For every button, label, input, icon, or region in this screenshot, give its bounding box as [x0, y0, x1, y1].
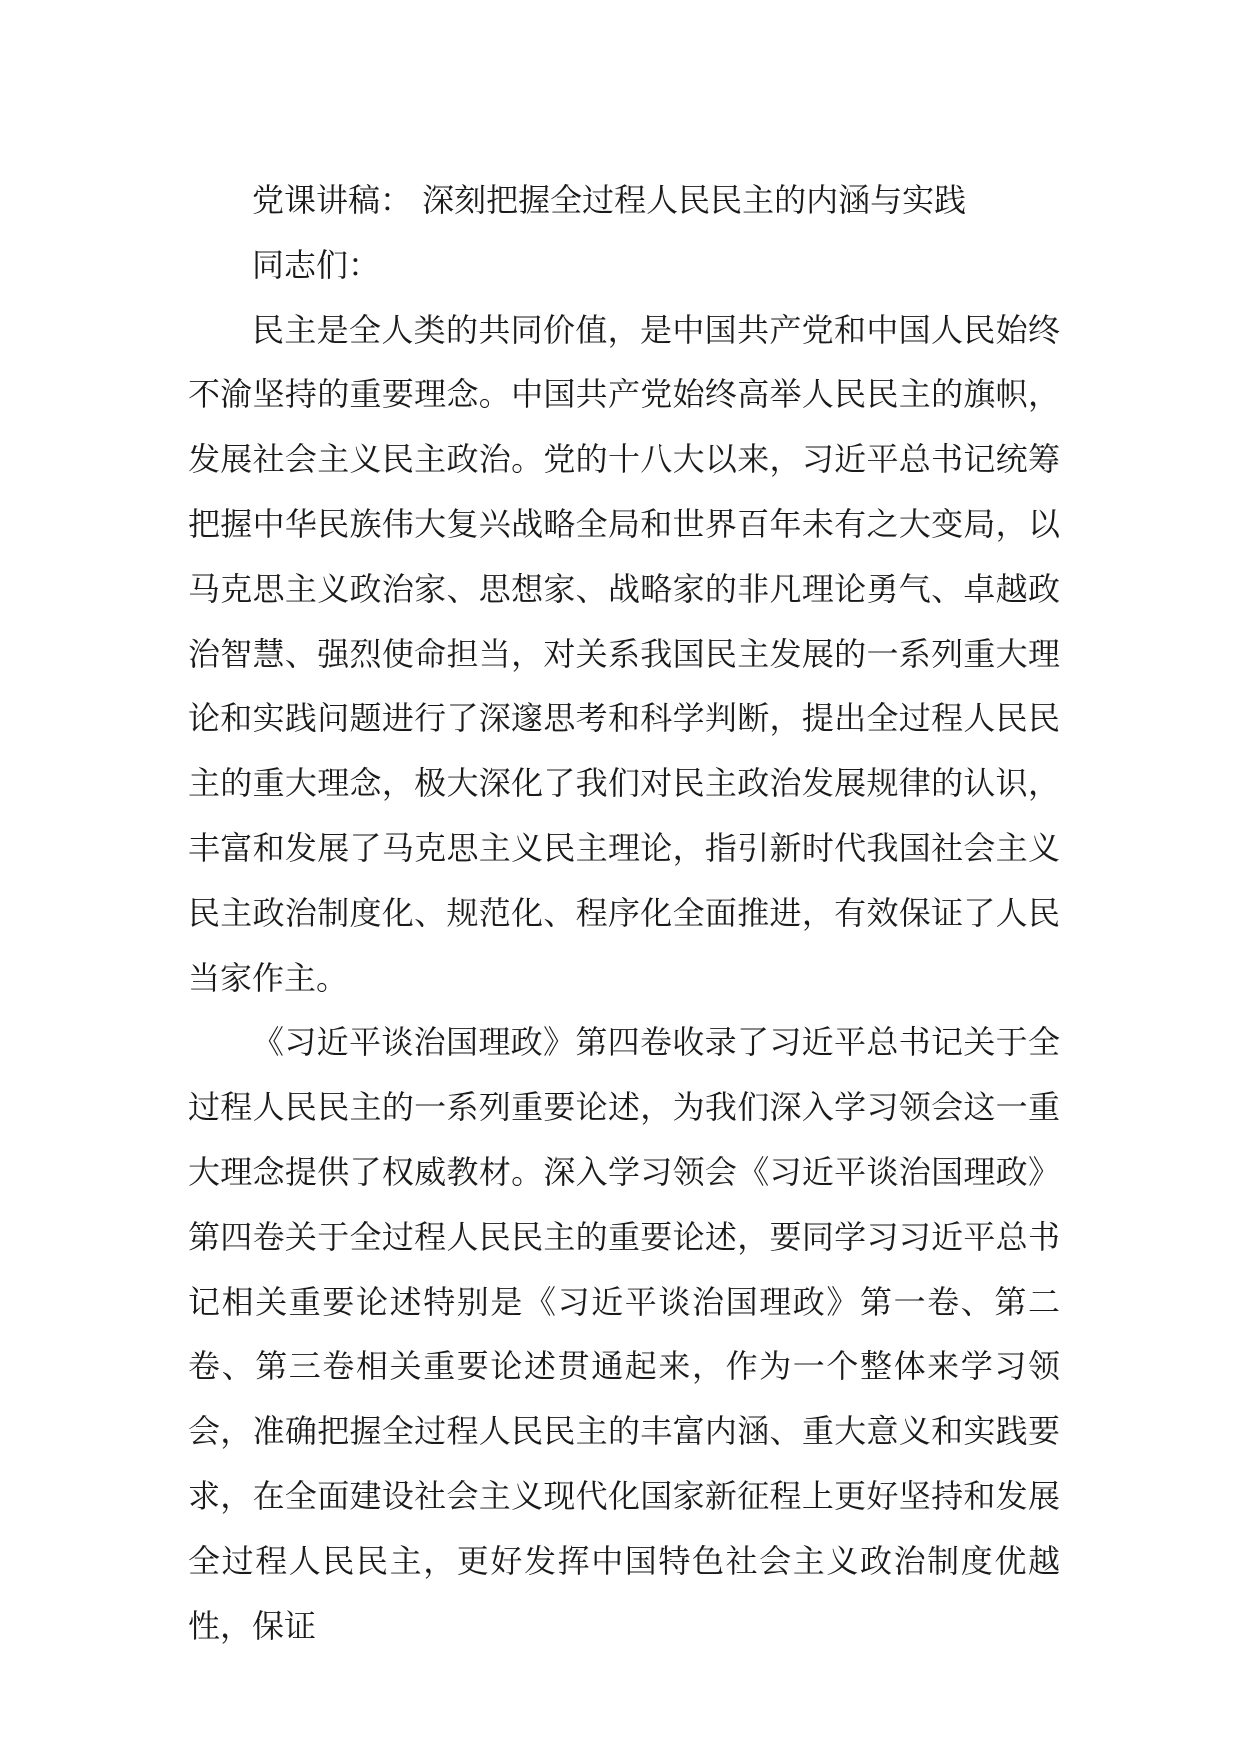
salutation: 同志们： — [252, 245, 381, 284]
paragraph-1: 民主是全人类的共同价值，是中国共产党和中国人民始终不渝坚持的重要理念。中国共产党始终高举人民民主的旗帜，发展社会主义民主政治。党的十八大以来，习近平总书记统筹把握中华民族伟大复兴战略全局和世界百年未有之大变局，以马克思主义政治家、思想家、战略家的非凡理论勇气、卓越政治智慧、强烈使命担当，对关系我国民主发展的一系列重大理论和实践问题进行了深邃思考和科学判断，提出全过程人民民主的重大理念，极大深化了我们对民主政治发展规律的认识，丰富和发展了马克思主义民主理论，指引新时代我国社会主义民主政治制度化、规范化、程序化全面推进，有效保证了人民当家作主。 — [188, 310, 1060, 997]
document-body — [188, 168, 1060, 1658]
document-title: 党课讲稿： 深刻把握全过程人民民主的内涵与实践 — [252, 181, 967, 219]
paragraph-2: 《习近平谈治国理政》第四卷收录了习近平总书记关于全过程人民民主的一系列重要论述，为我们深入学习领会这一重大理念提供了权威教材。深入学习领会《习近平谈治国理政》第四卷关于全过程人民民主的重要论述，要同学习习近平总书记相关重要论述特别是《习近平谈治国理政》第一卷、第二卷、第三卷相关重要论述贯通起来，作为一个整体来学习领会，准确把握全过程人民民主的丰富内涵、重大意义和实践要求，在全面建设社会主义现代化国家新征程上更好坚持和发展全过程人民民主，更好发挥中国特色社会主义政治制度优越性，保证 — [188, 1023, 1060, 1645]
